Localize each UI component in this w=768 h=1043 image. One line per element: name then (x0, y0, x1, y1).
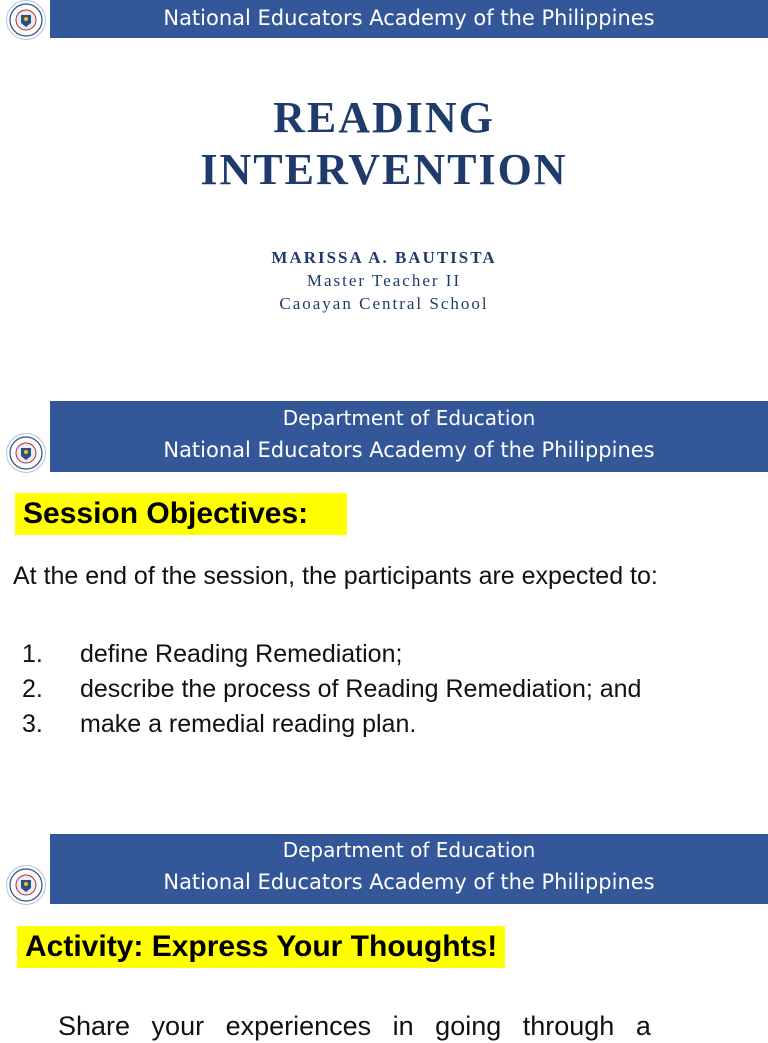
list-number: 2. (22, 675, 43, 703)
header-banner (50, 834, 768, 904)
activity-body-text: Share your experiences in going through a (58, 1011, 651, 1041)
list-item (22, 637, 641, 672)
presenter-name: MARISSA A. BAUTISTA (271, 248, 497, 267)
deped-seal-icon (6, 865, 46, 905)
list-text: make a remedial reading plan. (80, 710, 417, 738)
section-heading: Activity: Express Your Thoughts! (17, 926, 505, 968)
list-text: define Reading Remediation; (80, 640, 403, 668)
deped-seal-icon (6, 433, 46, 473)
banner-academy-name: National Educators Academy of the Philippines (163, 438, 655, 462)
header-banner (50, 0, 768, 38)
deped-seal-icon (6, 0, 46, 40)
presentation-title (0, 92, 768, 196)
slide-activity (0, 834, 768, 1041)
slide-title (0, 0, 768, 394)
header-banner (50, 401, 768, 472)
banner-department-name: Department of Education (282, 406, 536, 430)
title-line-2: INTERVENTION (200, 145, 568, 194)
banner-department-name: Department of Education (282, 838, 536, 862)
presenter-block (0, 246, 768, 315)
list-number: 3. (22, 710, 43, 738)
presenter-school: Caoayan Central School (279, 294, 489, 313)
section-heading: Session Objectives: (15, 493, 347, 535)
presenter-position: Master Teacher II (306, 271, 462, 290)
intro-text: At the end of the session, the participants are expected to: (13, 562, 658, 590)
list-item (22, 707, 641, 742)
list-text: describe the process of Reading Remediation; and (80, 675, 642, 703)
slide-objectives (0, 401, 768, 827)
title-line-1: READING (273, 93, 495, 142)
banner-academy-name: National Educators Academy of the Philippines (163, 870, 655, 894)
objectives-list (22, 637, 641, 742)
banner-academy-name: National Educators Academy of the Philippines (163, 6, 655, 30)
list-number: 1. (22, 640, 43, 668)
list-item (22, 672, 641, 707)
